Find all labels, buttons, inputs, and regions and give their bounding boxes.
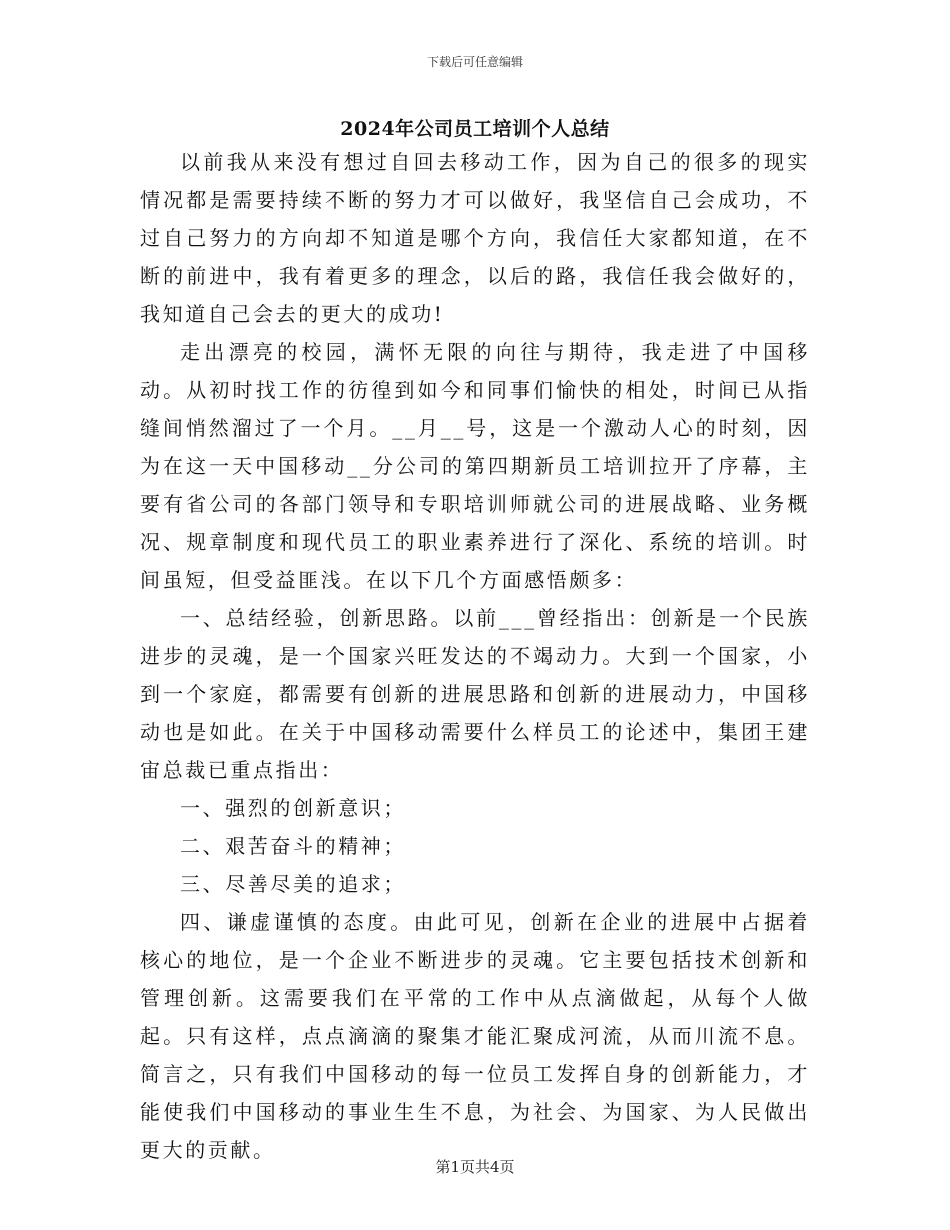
document-body (140, 143, 810, 1169)
paragraph-innovation: 一、总结经验，创新思路。以前___曾经指出：创新是一个民族进步的灵魂，是一个国家兴旺发达的不竭动力。大到一个国家，小到一个家庭，都需要有创新的进展思路和创新的进展动力，中国移动也是如此。在关于中国移动需要什么样员工的论述中，集团王建宙总裁已重点指出： (140, 606, 810, 782)
paragraph-intro: 以前我从来没有想过自回去移动工作，因为自己的很多的现实情况都是需要持续不断的努力才可以做好，我坚信自己会成功，不过自己努力的方向却不知道是哪个方向，我信任大家都知道，在不断的前进中，我有着更多的理念，以后的路，我信任我会做好的，我知道自己会去的更大的成功! (140, 150, 810, 326)
page-number: 第1页共4页 (435, 1158, 515, 1176)
document-title: 2024年公司员工培训个人总结 (340, 118, 610, 140)
paragraph-attitude: 四、谦虚谨慎的态度。由此可见，创新在企业的进展中占据着核心的地位，是一个企业不断进步的灵魂。它主要包括技术创新和管理创新。这需要我们在平常的工作中从点滴做起，从每个人做起。只有这样，点点滴滴的聚集才能汇聚成河流，从而川流不息。简言之，只有我们中国移动的每一位员工发挥自身的创新能力，才能使我们中国移动的事业生生不息，为社会、为国家、为人民做出更大的贡献。 (140, 910, 810, 1162)
list-item-3: 三、尽善尽美的追求； (180, 872, 406, 896)
list-item-2: 二、艰苦奋斗的精神； (180, 834, 406, 858)
header-note: 下载后可任意编辑 (426, 55, 523, 69)
list-item-1: 一、强烈的创新意识； (180, 796, 406, 820)
paragraph-training: 走出漂亮的校园，满怀无限的向往与期待，我走进了中国移动。从初时找工作的彷徨到如今和同事们愉快的相处，时间已从指缝间悄然溜过了一个月。__月__号，这是一个激动人心的时刻，因为在这一天中国移动__分公司的第四期新员工培训拉开了序幕，主要有省公司的各部门领导和专职培训师就公司的进展战略、业务概况、规章制度和现代员工的职业素养进行了深化、系统的培训。时间虽短，但受益匪浅。在以下几个方面感悟颇多： (140, 340, 810, 592)
